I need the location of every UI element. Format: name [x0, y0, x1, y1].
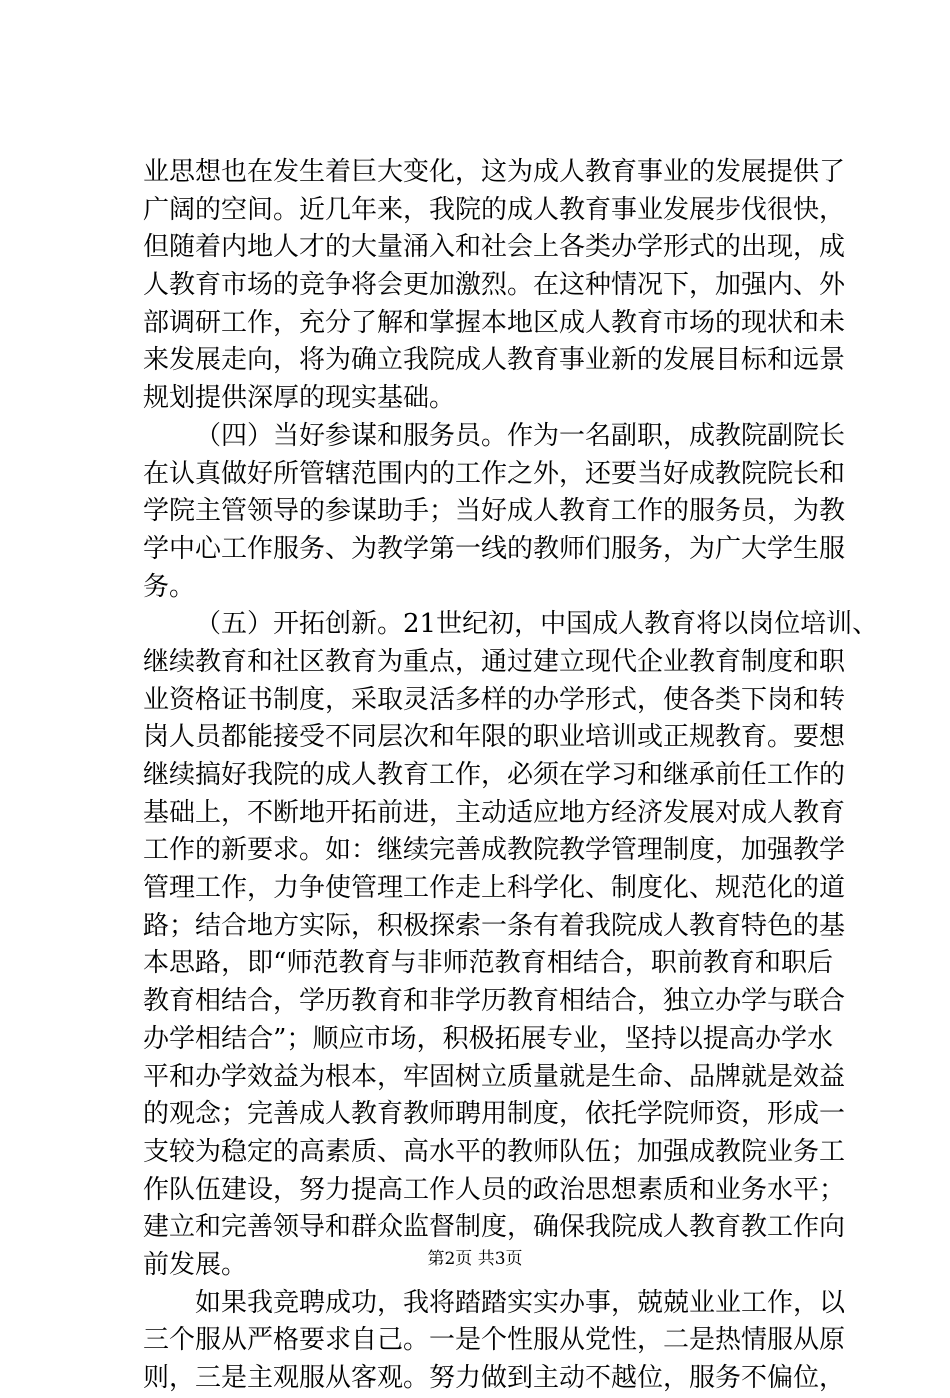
text-line: 则，三是主观服从客观。努力做到主动不越位，服务不偏位， [143, 1363, 846, 1393]
text-line: 办学相结合”；顺应市场，积极拓展专业，坚持以提高办学水 [143, 1023, 833, 1054]
text-line: 管理工作，力争使管理工作走上科学化、制度化、规范化的道 [143, 873, 846, 904]
text-line: 广阔的空间。近几年来，我院的成人教育事业发展步伐很快， [143, 194, 846, 225]
text-line: 建立和完善领导和群众监督制度，确保我院成人教育教工作向 [143, 1212, 846, 1243]
page-footer: 第2页 共3页 [427, 1249, 523, 1269]
text-line: 支较为稳定的高素质、高水平的教师队伍；加强成教院业务工 [143, 1136, 846, 1167]
text-line: 部调研工作，充分了解和掌握本地区成人教育市场的现状和未 [143, 307, 846, 338]
text-line: 学院主管领导的参谋助手；当好成人教育工作的服务员，为教 [143, 496, 846, 527]
text-line: 工作的新要求。如：继续完善成教院教学管理制度，加强教学 [143, 835, 846, 866]
text-line: 岗人员都能接受不同层次和年限的职业培训或正规教育。要想 [143, 722, 846, 753]
text-line: 在认真做好所管辖范围内的工作之外，还要当好成教院院长和 [143, 458, 846, 489]
text-line: 业思想也在发生着巨大变化，这为成人教育事业的发展提供了 [143, 157, 846, 187]
text-line: 如果我竞聘成功，我将踏踏实实办事，兢兢业业工作，以 [195, 1287, 846, 1318]
text-line: 来发展走向，将为确立我院成人教育事业新的发展目标和远景 [143, 345, 846, 376]
text-line: 学中心工作服务、为教学第一线的教师们服务，为广大学生服 [143, 533, 846, 564]
text-line: 继续教育和社区教育为重点，通过建立现代企业教育制度和职 [143, 646, 846, 677]
text-line: 规划提供深厚的现实基础。 [143, 383, 456, 414]
text-line: 的观念；完善成人教育教师聘用制度，依托学院师资，形成一 [143, 1099, 846, 1130]
text-line: 人教育市场的竞争将会更加激烈。在这种情况下，加强内、外 [143, 270, 846, 301]
body-text [143, 154, 879, 1398]
text-line: 三个服从严格要求自己。一是个性服从党性，二是热情服从原 [143, 1325, 846, 1356]
text-line: 本思路，即“师范教育与非师范教育相结合，职前教育和职后 [143, 948, 833, 979]
text-line: 路；结合地方实际，积极探索一条有着我院成人教育特色的基 [143, 910, 846, 941]
text-line: 基础上，不断地开拓前进，主动适应地方经济发展对成人教育 [143, 797, 846, 828]
text-line: 教育相结合，学历教育和非学历教育相结合，独立办学与联合 [143, 986, 846, 1017]
text-line: （四）当好参谋和服务员。作为一名副职，成教院副院长 [195, 420, 846, 451]
text-line: 作队伍建设，努力提高工作人员的政治思想素质和业务水平； [143, 1174, 846, 1205]
text-line: 务。 [143, 571, 196, 602]
text-line: （五）开拓创新。21世纪初，中国成人教育将以岗位培训、 [195, 609, 879, 640]
text-line: 继续搞好我院的成人教育工作，必须在学习和继承前任工作的 [143, 760, 846, 790]
text-line: 平和办学效益为根本，牢固树立质量就是生命、品牌就是效益 [143, 1061, 846, 1092]
text-line: 前发展。 [143, 1249, 248, 1280]
text-line: 但随着内地人才的大量涌入和社会上各类办学形式的出现，成 [143, 232, 846, 263]
text-line: 业资格证书制度，采取灵活多样的办学形式，使各类下岗和转 [143, 684, 846, 715]
